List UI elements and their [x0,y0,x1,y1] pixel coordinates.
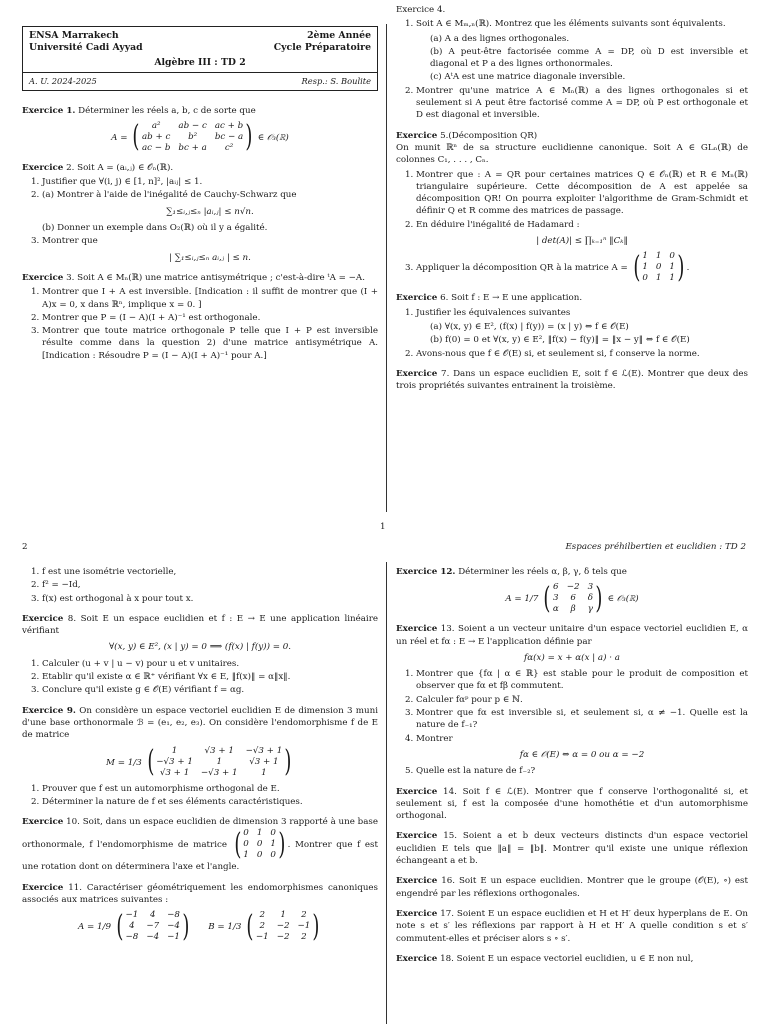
responsible: Resp.: S. Boulite [301,76,371,87]
exercise-2: Exercice 2. Soit A = (aᵢ,ⱼ) ∈ 𝒪ₙ(ℝ). 1. Justifier que ∀(i, j) ∈ [1, n]², |aᵢⱼ| ≤ 1. 2. (a) Montrer à l'aide de l'inégalité de Cauchy-Schwarz que ∑₁≤ᵢ,ⱼ≤ₙ |aᵢ,ⱼ| ≤ n√n. (b) Donner un exemple dans O₂(ℝ) où il y a égalité. 3. Montrer que | ∑₁≤ᵢ,ⱼ≤ₙ aᵢ,ⱼ | ≤ n. [22,162,378,264]
exercise-16: Exercice 16. Soit E un espace euclidien. Montrer que le groupe (𝒪(E), ∘) est engendré par les réflexions orthogonales. [396,876,748,899]
exercise-title: Exercice 1. [22,105,76,116]
page-2 [0,536,768,1024]
question: 3. Montrer que fα est inversible si, et seulement si, α ≠ −1. Quelle est la nature de f₋₁? [416,707,748,732]
page2-left-column [22,566,378,951]
exercise-12: Exercice 12. Déterminer les réels α, β, γ, δ tels que A = 1/7 ( 6 −2 3 3 6 δ α β γ ) ∈ 𝒪₃(ℝ) [396,567,639,616]
question: 3. Montrer que toute matrice orthogonale P telle que I + P est inversible résulte comme dans la question 2) d'une matrice antisymétrique A. [Indication : Résoudre P = (I − A)(I + A)⁻¹ pour A.] [42,325,378,362]
question: 1. Prouver que f est un automorphisme orthogonal de E. [42,783,378,795]
question: 3. Conclure qu'il existe g ∈ 𝒪(E) vérifiant f = αg. [42,684,378,696]
year-level: 2ème Année [307,30,371,41]
exercise-3: Exercice 3. Soit A ∈ Mₙ(ℝ) une matrice antisymétrique ; c'est-à-dire ᵗA = −A. 1. Montrer que I + A est inversible. [Indication : il suffit de montrer que (I + A)x = 0, x dans ℝⁿ, implique x = 0. ] 2. Montrer que P = (I − A)(I + A)⁻¹ est orthogonale. 3. Montrer que toute matrice orthogonale P telle que I + P est inversible résulte comme dans la question 2) d'une matrice antisymétrique A. [Indication : Résoudre P = (I − A)(I + A)⁻¹ pour A.] [22,272,378,362]
question: 4. Montrer fα ∈ 𝒪(E) ⇔ α = 0 ou α = −2 [416,733,748,762]
exercise-7: Exercice 7. Dans un espace euclidien E, soit f ∈ ℒ(E). Montrer que deux des trois propriétés suivantes entrainent la troisième. [396,368,748,392]
exercise-9: Exercice 9. On considère un espace vectoriel euclidien E de dimension 3 muni d'une base orthonormale ℬ = (e₁, e₂, e₃). On considère l'endomorphisme f de E de matrice M = 1/3 ( 1 √3 + 1 −√3 + 1 −√3 + 1 1 √3 + 1 √3 + 1 −√3 + 1 1 ) 1. Prouver que f est un automorphisme orthogonal de E. 2. Déterminer la nature de f et ses éléments caractéristiques. [22,705,378,808]
question: 1. Montrer que {fα | α ∈ ℝ} est stable pour le produit de composition et observer que fα et fβ commutent. [416,668,748,693]
exercise-14: Exercice 14. Soit f ∈ ℒ(E). Montrer que f conserve l'orthogonalité si, et seulement si, f est la composée d'une homothétie et d'un automorphisme orthogonal. [396,786,748,822]
question: 2. Déterminer la nature de f et ses éléments caractéristiques. [42,796,378,808]
page-number: 2 [22,542,28,552]
academic-year: A. U. 2024-2025 [29,76,97,87]
exercise-8: Exercice 8. Soit E un espace euclidien et f : E → E une application linéaire vérifiant ∀(x, y) ∈ E², (x | y) = 0 ⟹ (f(x) | f(y)) = 0. 1. Calculer (u + v | u − v) pour u et v unitaires. 2. Etablir qu'il existe α ∈ ℝ⁺ vérifiant ∀x ∈ E, ‖f(x)‖ = α‖x‖. 3. Conclure qu'il existe g ∈ 𝒪(E) vérifiant f = αg. [22,613,378,697]
question: 2. f² = −Id, [42,579,378,591]
question: 1. Justifier que ∀(i, j) ∈ [1, n]², |aᵢⱼ| ≤ 1. [42,176,378,188]
question: 2. Montrer que P = (I − A)(I + A)⁻¹ est orthogonale. [42,312,378,324]
question: 2. Montrer qu'une matrice A ∈ Mₙ(ℝ) a des lignes orthogonales si et seulement si A peut être factorisé comme A = DP, où P est orthogonale et D est diagonal et inversible. [416,85,748,122]
exercise-11: Exercice 11. Caractériser géométriquement les endomorphismes canoniques associés aux matrices suivantes : A = 1/9 ( −1 4 −8 4 −7 −4 −8 −4 −1 ) B = 1/3 ( 2 1 2 2 −2 −1 −1 −2 2 ) [22,882,379,944]
cycle-name: Cycle Préparatoire [273,41,371,53]
matrix-3x3: ( 1 1 0 1 0 1 0 1 1 ) [632,249,685,285]
question: 2. Etablir qu'il existe α ∈ ℝ⁺ vérifiant ∀x ∈ E, ‖f(x)‖ = α‖x‖. [42,671,378,683]
question: 1. Justifier les équivalences suivantes (a) ∀(x, y) ∈ E², (f(x) | f(y)) = (x | y) ⇔ f ∈ 𝒪(E) (b) f(0) = 0 et ∀(x, y) ∈ E², ‖f(x) − f(y)‖ = ‖x − y‖ ⇔ f ∈ 𝒪(E) [416,307,748,347]
question: 1. Montrer que I + A est inversible. [Indication : il suffit de montrer que (I + A)x = 0, x dans ℝⁿ, implique x = 0. ] [42,286,378,311]
course-title: Algèbre III : TD 2 [154,57,246,68]
page-number: 1 [380,522,386,532]
matrix-a: ( −1 4 −8 4 −7 −4 −8 −4 −1 ) [116,908,190,944]
matrix-3x3: ( 0 1 0 0 0 1 1 0 0 ) [233,826,286,862]
column-divider [386,562,387,1024]
exercise-1 [22,105,378,154]
question: 3. Montrer que | ∑₁≤ᵢ,ⱼ≤ₙ aᵢ,ⱼ | ≤ n. [42,235,378,264]
school-name: ENSA Marrakech [29,30,119,41]
column-divider [386,24,387,512]
matrix-3x3: ( a² ab − c ac + b ab + c b² bc − a ac − b bc + a c² ) [132,119,253,155]
exercise-5: Exercice 5.(Décomposition QR) On munit ℝⁿ de sa structure euclidienne canonique. Soit A ∈ GLₙ(ℝ) de colonnes C₁, . . . , Cₙ. 1. Montrer que : A = QR pour certaines matrices Q ∈ 𝒪ₙ(ℝ) et R ∈ Mₙ(ℝ) triangulaire supérieure. Cette décomposition de A est appelée sa décomposition QR! On pourra exploiter l'algorithme de Gram-Schmidt et définir Q et R comme des matrices de passage. 2. En déduire l'inégalité de Hadamard : | det(A)| ≤ ∏ₖ₌₁ⁿ ‖Cₖ‖ 3. Appliquer la décomposition QR à la matrice A = ( 1 1 0 1 0 1 0 1 1 ) . [396,130,748,285]
running-head: Espaces préhilbertien et euclidien : TD 2 [565,542,746,552]
question: 2. En déduire l'inégalité de Hadamard : | det(A)| ≤ ∏ₖ₌₁ⁿ ‖Cₖ‖ [416,219,748,248]
exercise-13: Exercice 13. Soient a un vecteur unitaire d'un espace vectoriel euclidien E, α un réel et fα : E → E l'application définie par fα(x) = x + α(x | a) · a 1. Montrer que {fα | α ∈ ℝ} est stable pour le produit de composition et observer que fα et fβ commutent. 2. Calculer fαᵖ pour p ∈ ℕ. 3. Montrer que fα est inversible si, et seulement si, α ≠ −1. Quelle est la nature de f₋₁? 4. Montrer fα ∈ 𝒪(E) ⇔ α = 0 ou α = −2 5. Quelle est la nature de f₋₂? [396,623,748,777]
exercise-7-continued [22,566,378,605]
page1-left-column [22,26,378,370]
exercise-4: Exercice 4. 1. Soit A ∈ Mₘ,ₙ(ℝ). Montrez que les éléments suivants sont équivalents. (a) A a des lignes orthogonales. (b) A peut-être factorisée comme A = DP, où D est inversible et diagonal et P a des lignes orthonormales. (c) AᵗA est une matrice diagonale inversible. 2. Montrer qu'une matrice A ∈ Mₙ(ℝ) a des lignes orthogonales si et seulement si A peut être factorisé comme A = DP, où P est orthogonale et D est diagonal et inversible. [396,4,748,122]
exercise-17: Exercice 17. Soient E un espace euclidien et H et H′ deux hyperplans de E. On note s et s′ les réflexions par rapport à H et H′ A quelle condition s et s′ commutent-elles et préciser alors s ∘ s′. [396,908,748,944]
matrix-b: ( 2 1 2 2 −2 −1 −1 −2 2 ) [246,908,320,944]
question: 5. Quelle est la nature de f₋₂? [416,765,748,777]
course-header [22,26,378,91]
question: 1. Soit A ∈ Mₘ,ₙ(ℝ). Montrez que les éléments suivants sont équivalents. (a) A a des lignes orthogonales. (b) A peut-être factorisée comme A = DP, où D est inversible et diagonal et P a des lignes orthonormales. (c) AᵗA est une matrice diagonale inversible. [416,18,748,83]
page1-right-column [396,4,748,400]
question: 2. (a) Montrer à l'aide de l'inégalité de Cauchy-Schwarz que ∑₁≤ᵢ,ⱼ≤ₙ |aᵢ,ⱼ| ≤ n√n. (b) Donner un exemple dans O₂(ℝ) où il y a égalité. [42,189,378,234]
exercise-text: Déterminer les réels a, b, c de sorte que [78,105,256,116]
university-name: Université Cadi Ayyad [29,41,143,53]
question: 1. Montrer que : A = QR pour certaines matrices Q ∈ 𝒪ₙ(ℝ) et R ∈ Mₙ(ℝ) triangulaire supérieure. Cette décomposition de A est appelée sa décomposition QR! On pourra exploiter l'algorithme de Gram-Schmidt et définir Q et R comme des matrices de passage. [416,169,748,218]
question: 2. Calculer fαᵖ pour p ∈ ℕ. [416,694,748,706]
exercise-10: Exercice 10. Soit, dans un espace euclidien de dimension 3 rapporté à une base orthonormale, f l'endomorphisme de matrice ( 0 1 0 0 0 1 1 0 0 ) . Montrer que f est une rotation dont on déterminera l'axe et l'angle. [22,817,378,873]
exercise-6: Exercice 6. Soit f : E → E une application. 1. Justifier les équivalences suivantes (a) ∀(x, y) ∈ E², (f(x) | f(y)) = (x | y) ⇔ f ∈ 𝒪(E) (b) f(0) = 0 et ∀(x, y) ∈ E², ‖f(x) − f(y)‖ = ‖x − y‖ ⇔ f ∈ 𝒪(E) 2. Avons-nous que f ∈ 𝒪(E) si, et seulement si, f conserve la norme. [396,292,748,359]
page2-right-column [396,566,748,973]
equation: A = ( a² ab − c ac + b ab + c b² bc − a ac − b bc + a c² ) ∈ 𝒪₃(ℝ) [111,119,289,155]
exercise-15: Exercice 15. Soient a et b deux vecteurs distincts d'un espace vectoriel euclidien E tels que ‖a‖ = ‖b‖. Montrer qu'il existe une unique réflexion échangeant a et b. [396,831,748,867]
exercise-18: Exercice 18. Soient E un espace vectoriel euclidien, u ∈ E non nul, [396,953,694,964]
matrix-3x3: ( 1 √3 + 1 −√3 + 1 −√3 + 1 1 √3 + 1 √3 + 1 −√3 + 1 1 ) [146,744,292,780]
question: 2. Avons-nous que f ∈ 𝒪(E) si, et seulement si, f conserve la norme. [416,348,748,360]
matrix-3x3: ( 6 −2 3 3 6 δ α β γ ) [543,580,603,616]
question: 1. Calculer (u + v | u − v) pour u et v unitaires. [42,658,378,670]
question: 1. f est une isométrie vectorielle, [42,566,378,578]
question: 3. f(x) est orthogonal à x pour tout x. [42,593,378,605]
question: 3. Appliquer la décomposition QR à la matrice A = ( 1 1 0 1 0 1 0 1 1 ) . [416,251,748,284]
